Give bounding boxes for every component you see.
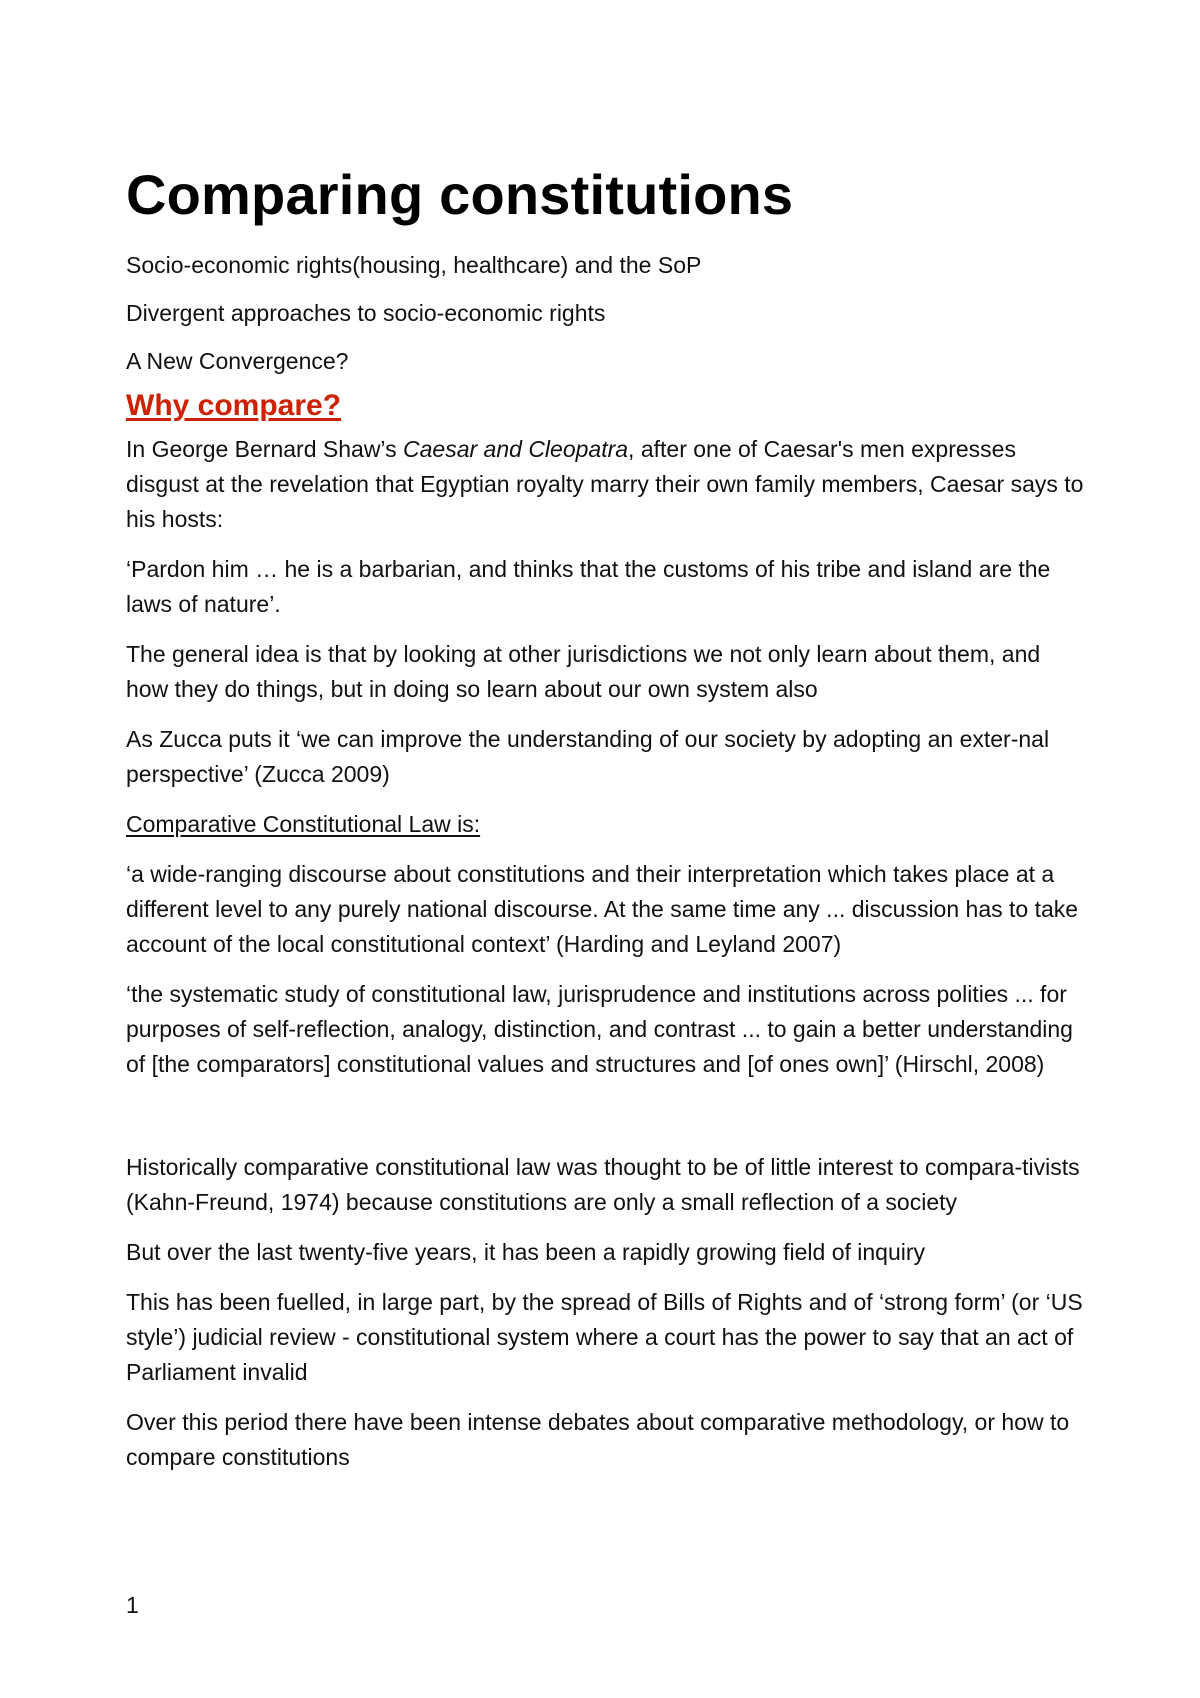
blank-space <box>126 1097 1086 1150</box>
growth-paragraph: But over the last twenty-five years, it has been a rapidly growing field of inquiry <box>126 1239 926 1265</box>
shaw-play-title: Caesar and Cleopatra <box>403 436 629 462</box>
shaw-quote: ‘Pardon him … he is a barbarian, and thinks that the customs of his tribe and island are the laws of nature’. <box>126 556 1051 617</box>
zucca-paragraph: As Zucca puts it ‘we can improve the understanding of our society by adopting an exter-nal perspective’ (Zucca 2009) <box>126 726 1050 787</box>
page-number: 1 <box>126 1592 139 1618</box>
bills-of-rights-paragraph: This has been fuelled, in large part, by the spread of Bills of Rights and of ‘strong form’ (or ‘US style’) judicial review - constitutional system where a court has the power to say that an act of Parliament invalid <box>126 1289 1083 1385</box>
general-idea-paragraph: The general idea is that by looking at other jurisdictions we not only learn about them, and how they do things, but in doing so learn about our own system also <box>126 641 1041 702</box>
section-heading-why-compare: Why compare? <box>126 389 342 422</box>
intro-line-2: Divergent approaches to socio-economic rights <box>126 300 606 326</box>
page-title: Comparing constitutions <box>126 163 794 226</box>
ccl-label: Comparative Constitutional Law is: <box>126 811 481 837</box>
intro-line-1: Socio-economic rights(housing, healthcare) and the SoP <box>126 252 702 278</box>
shaw-text-after: , after one of Caesar's men expresses disgust at the revelation that Egyptian royalty marry their own family members, Caesar says to his hosts: <box>126 436 1084 532</box>
shaw-paragraph <box>126 432 1086 537</box>
definition-hirschl: ‘the systematic study of constitutional law, jurisprudence and institutions across polities ... for purposes of self-reflection, analogy, distinction, and contrast ... to gain a better understanding of [the comparators] constitutional values and structures and [of ones own]’ (Hirschl, 2008) <box>126 981 1073 1077</box>
page-content <box>126 160 1086 1490</box>
shaw-text-before: In George Bernard Shaw’s <box>126 436 404 462</box>
historical-paragraph: Historically comparative constitutional law was thought to be of little interest to compara-tivists (Kahn-Freund, 1974) because constitutions are only a small reflection of a society <box>126 1154 1080 1215</box>
intro-line-3: A New Convergence? <box>126 348 349 374</box>
definition-harding-leyland: ‘a wide-ranging discourse about constitutions and their interpretation which takes place at a different level to any purely national discourse. At the same time any ... discussion has to take account of the local constitutional context’ (Harding and Leyland 2007) <box>126 861 1079 957</box>
methodology-paragraph: Over this period there have been intense debates about comparative methodology, or how to compare constitutions <box>126 1409 1070 1470</box>
